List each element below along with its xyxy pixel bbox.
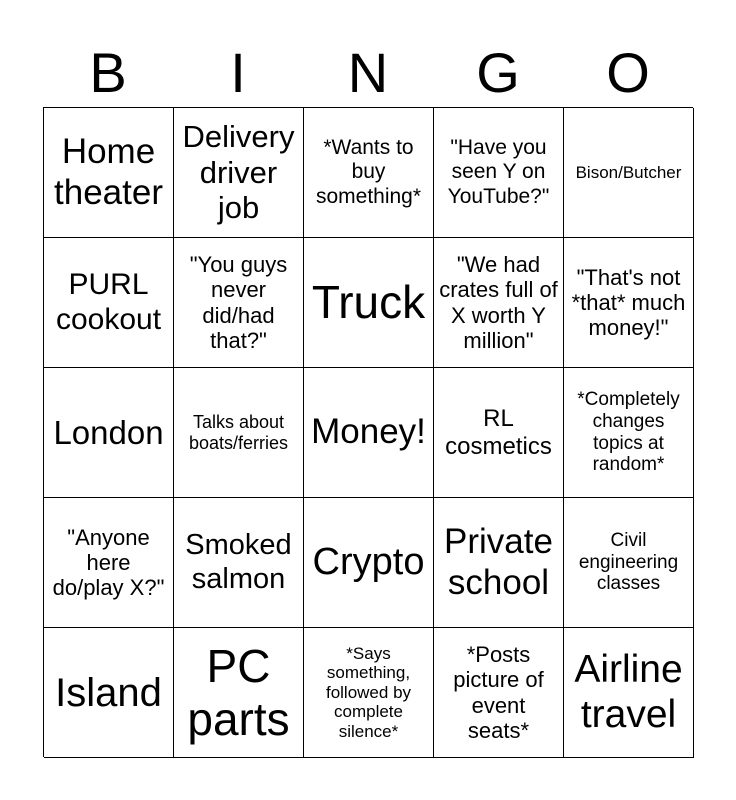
bingo-cell-text: Bison/Butcher	[575, 162, 682, 182]
bingo-grid	[43, 107, 693, 757]
bingo-cell[interactable]	[44, 108, 174, 238]
bingo-header	[43, 40, 693, 106]
bingo-cell[interactable]	[304, 498, 434, 628]
bingo-cell-text: *Posts picture of event seats*	[453, 641, 544, 743]
bingo-cell[interactable]	[44, 238, 174, 368]
bingo-cell[interactable]	[174, 498, 304, 628]
header-letter-n: N	[347, 41, 389, 104]
bingo-cell[interactable]	[304, 238, 434, 368]
bingo-cell-text: London	[53, 413, 164, 451]
bingo-cell-text: Airline travel	[574, 647, 683, 736]
header-letter-b: B	[89, 41, 127, 104]
bingo-cell[interactable]	[174, 108, 304, 238]
bingo-cell[interactable]	[564, 498, 694, 628]
bingo-cell[interactable]	[564, 108, 694, 238]
header-letter-g: G	[476, 41, 520, 104]
bingo-cell-text: PURL cookout	[55, 268, 162, 336]
bingo-cell-text: Smoked salmon	[185, 529, 292, 595]
bingo-cell-text: Talks about boats/ferries	[188, 411, 289, 453]
bingo-cell-text: Island	[55, 670, 162, 715]
header-letter-i: I	[230, 41, 246, 104]
bingo-cell-text: "Have you seen Y on YouTube?"	[447, 136, 550, 208]
bingo-cell[interactable]	[564, 238, 694, 368]
bingo-cell-text: *Completely changes topics at random*	[577, 388, 680, 476]
bingo-cell-text: Private school	[444, 522, 553, 602]
bingo-cell-text: "We had crates full of X worth Y million"	[439, 251, 558, 353]
bingo-cell[interactable]	[44, 498, 174, 628]
bingo-cell-text: "Anyone here do/play X?"	[52, 524, 165, 601]
bingo-cell-text: Civil engineering classes	[578, 529, 679, 595]
bingo-cell-text: Home theater	[54, 132, 163, 212]
bingo-cell-text: "You guys never did/had that?"	[189, 251, 288, 353]
bingo-cell-text: Delivery driver job	[182, 119, 295, 226]
bingo-cell[interactable]	[304, 108, 434, 238]
bingo-cell[interactable]	[434, 368, 564, 498]
bingo-cell[interactable]	[44, 628, 174, 758]
bingo-cell-text: "That's not *that* much money!"	[571, 264, 686, 341]
bingo-cell-text: *Says something, followed by complete silence*	[325, 643, 412, 741]
bingo-cell-text: PC parts	[187, 639, 290, 745]
bingo-cell[interactable]	[564, 628, 694, 758]
bingo-cell[interactable]	[564, 368, 694, 498]
bingo-cell[interactable]	[44, 368, 174, 498]
bingo-cell[interactable]	[304, 628, 434, 758]
bingo-cell[interactable]	[434, 238, 564, 368]
header-letter-o: O	[606, 41, 650, 104]
bingo-cell-text: RL cosmetics	[445, 404, 552, 460]
bingo-cell[interactable]	[434, 498, 564, 628]
bingo-cell[interactable]	[174, 238, 304, 368]
bingo-cell-text: Truck	[311, 276, 426, 329]
bingo-cell[interactable]	[174, 628, 304, 758]
bingo-cell-text: *Wants to buy something*	[315, 136, 422, 208]
bingo-cell[interactable]	[304, 368, 434, 498]
bingo-cell[interactable]	[174, 368, 304, 498]
bingo-cell[interactable]	[434, 108, 564, 238]
bingo-cell-text: Money!	[311, 412, 426, 452]
bingo-cell-text: Crypto	[312, 540, 425, 583]
bingo-cell[interactable]	[434, 628, 564, 758]
